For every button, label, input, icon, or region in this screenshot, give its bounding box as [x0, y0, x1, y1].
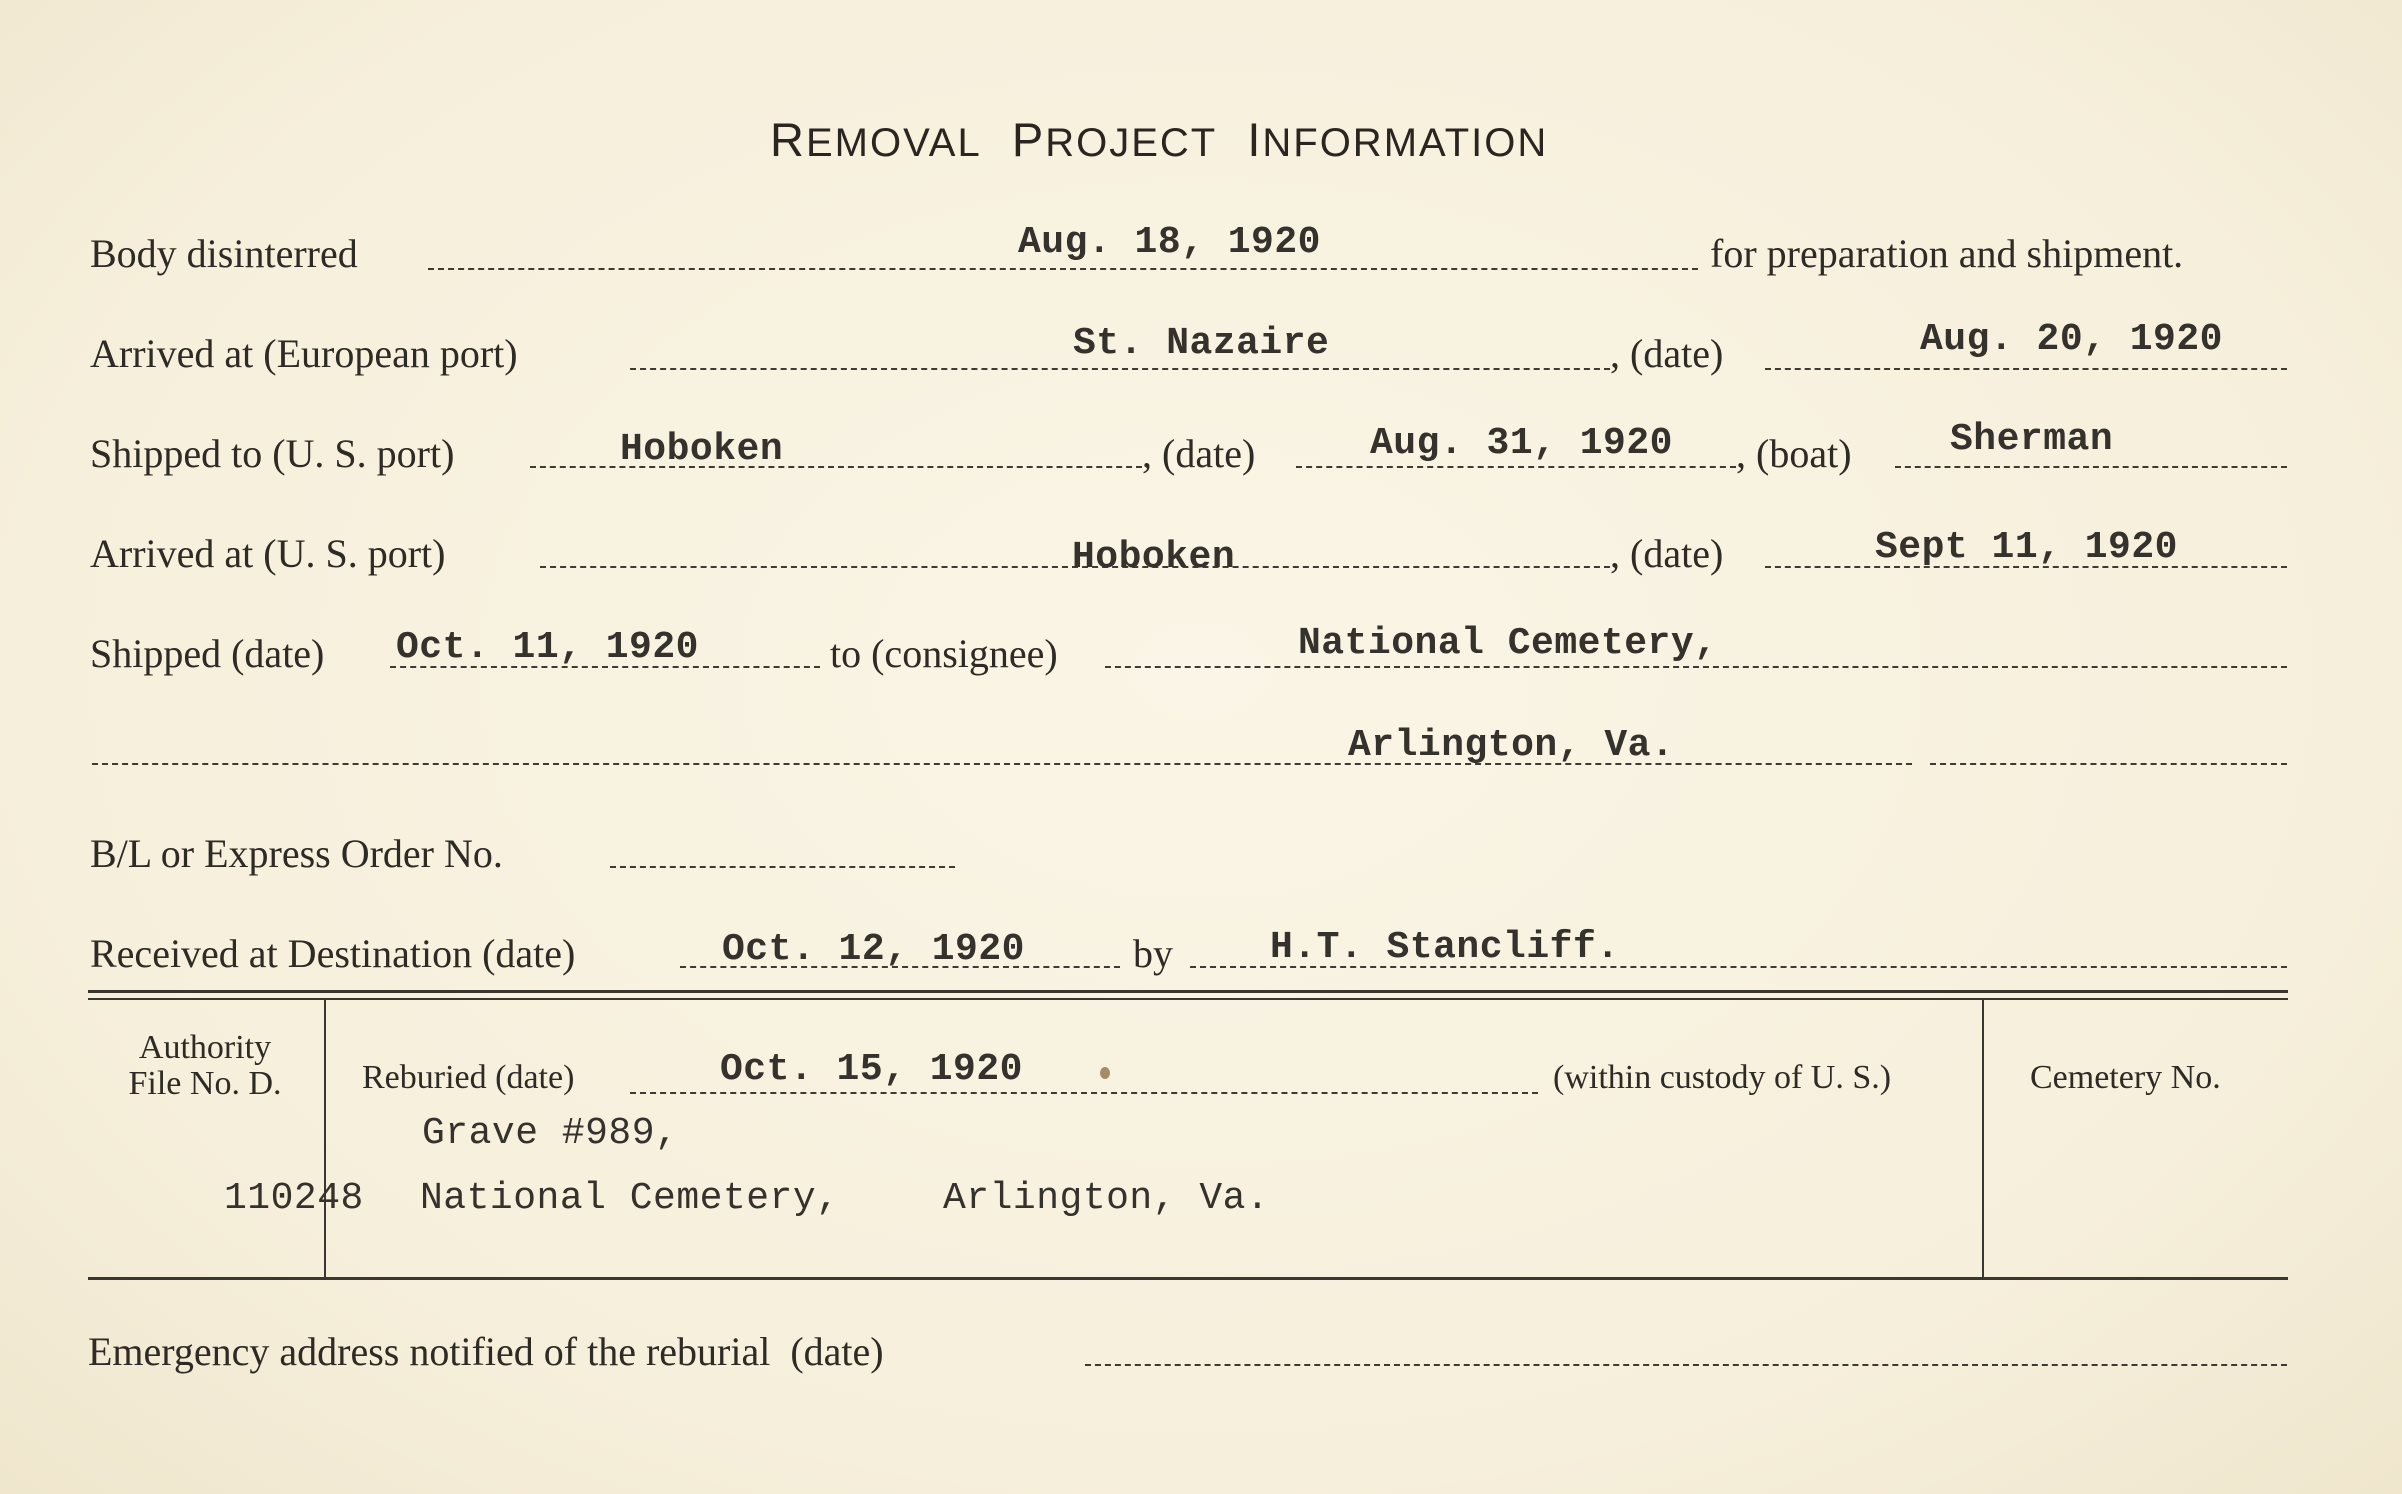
- arrived-euro-date: Aug. 20, 1920: [1920, 318, 2223, 361]
- arrived-us-date: Sept 11, 1920: [1875, 526, 2178, 569]
- arrived-us-label: Arrived at (U. S. port): [90, 531, 446, 576]
- consignee-label: to (consignee): [830, 631, 1058, 676]
- disinterred-date: Aug. 18, 1920: [1018, 221, 1321, 264]
- arrived-euro-date-line: [1765, 368, 2287, 370]
- grave-line-3: Arlington, Va.: [943, 1177, 1270, 1220]
- title-word-1: EMOVAL: [805, 121, 982, 165]
- custody-label: (within custody of U. S.): [1553, 1059, 1892, 1096]
- received-date: Oct. 12, 1920: [722, 928, 1025, 971]
- disinterred-label: Body disinterred: [90, 231, 358, 276]
- consignee-line-2: Arlington, Va.: [1348, 724, 1675, 767]
- title-word-2: ROJECT: [1045, 121, 1218, 165]
- authority-label: [100, 1030, 310, 1101]
- shipped-us-boat-line: [1895, 466, 2287, 468]
- arrived-us-port: Hoboken: [1072, 536, 1236, 579]
- shipped-us-date-label: , (date): [1142, 431, 1256, 476]
- box-divider-left: [324, 1000, 326, 1277]
- emergency-line: [1085, 1364, 2287, 1366]
- consignee-line: [1105, 666, 2287, 668]
- reburied-label: Reburied (date): [362, 1059, 575, 1096]
- ink-spot: [1100, 1067, 1110, 1079]
- cemetery-label: Cemetery No.: [2030, 1059, 2221, 1096]
- box-bottom-rule: [88, 1277, 2288, 1280]
- arrived-euro-port-line: [630, 368, 1610, 370]
- authority-file-number: 110248: [224, 1177, 364, 1220]
- bl-line: [610, 866, 955, 868]
- received-label: Received at Destination (date): [90, 931, 576, 976]
- box-top-rule-2: [88, 998, 2288, 1000]
- bl-label: B/L or Express Order No.: [90, 831, 503, 876]
- shipped-us-port: Hoboken: [620, 428, 784, 471]
- disinterred-suffix: for preparation and shipment.: [1710, 231, 2184, 276]
- authority-label-line-2: File No. D.: [128, 1064, 282, 1102]
- title-word-3: NFORMATION: [1262, 121, 1549, 165]
- authority-label-line-1: Authority: [138, 1029, 272, 1066]
- arrived-euro-date-label: , (date): [1610, 331, 1724, 376]
- arrived-us-date-label: , (date): [1610, 531, 1724, 576]
- card-title: REMOVAL PROJECT INFORMATION: [770, 113, 1549, 166]
- shipped-us-label: Shipped to (U. S. port): [90, 431, 455, 476]
- emergency-label: Emergency address notified of the reburial (date): [88, 1329, 884, 1374]
- shipped-us-boat: Sherman: [1950, 418, 2114, 461]
- consignee-continuation-line-2: [1930, 763, 2287, 765]
- shipped-date: Oct. 11, 1920: [396, 626, 699, 669]
- shipped-label: Shipped (date): [90, 631, 325, 676]
- consignee-line-1: National Cemetery,: [1298, 622, 1718, 665]
- grave-line-1: Grave #989,: [422, 1112, 679, 1155]
- box-divider-right: [1982, 1000, 1984, 1277]
- reburied-line: [630, 1092, 1538, 1094]
- shipped-us-date: Aug. 31, 1920: [1370, 422, 1673, 465]
- received-by-label: by: [1133, 931, 1173, 976]
- grave-line-2: National Cemetery,: [420, 1177, 840, 1220]
- arrived-euro-port: St. Nazaire: [1073, 322, 1330, 365]
- received-by: H.T. Stancliff.: [1270, 926, 1620, 969]
- box-top-rule: [88, 990, 2288, 993]
- disinterred-line: [428, 268, 1698, 270]
- shipped-us-date-line: [1296, 466, 1736, 468]
- shipped-us-boat-label: , (boat): [1736, 431, 1852, 476]
- reburied-date: Oct. 15, 1920: [720, 1048, 1023, 1091]
- arrived-euro-label: Arrived at (European port): [90, 331, 518, 376]
